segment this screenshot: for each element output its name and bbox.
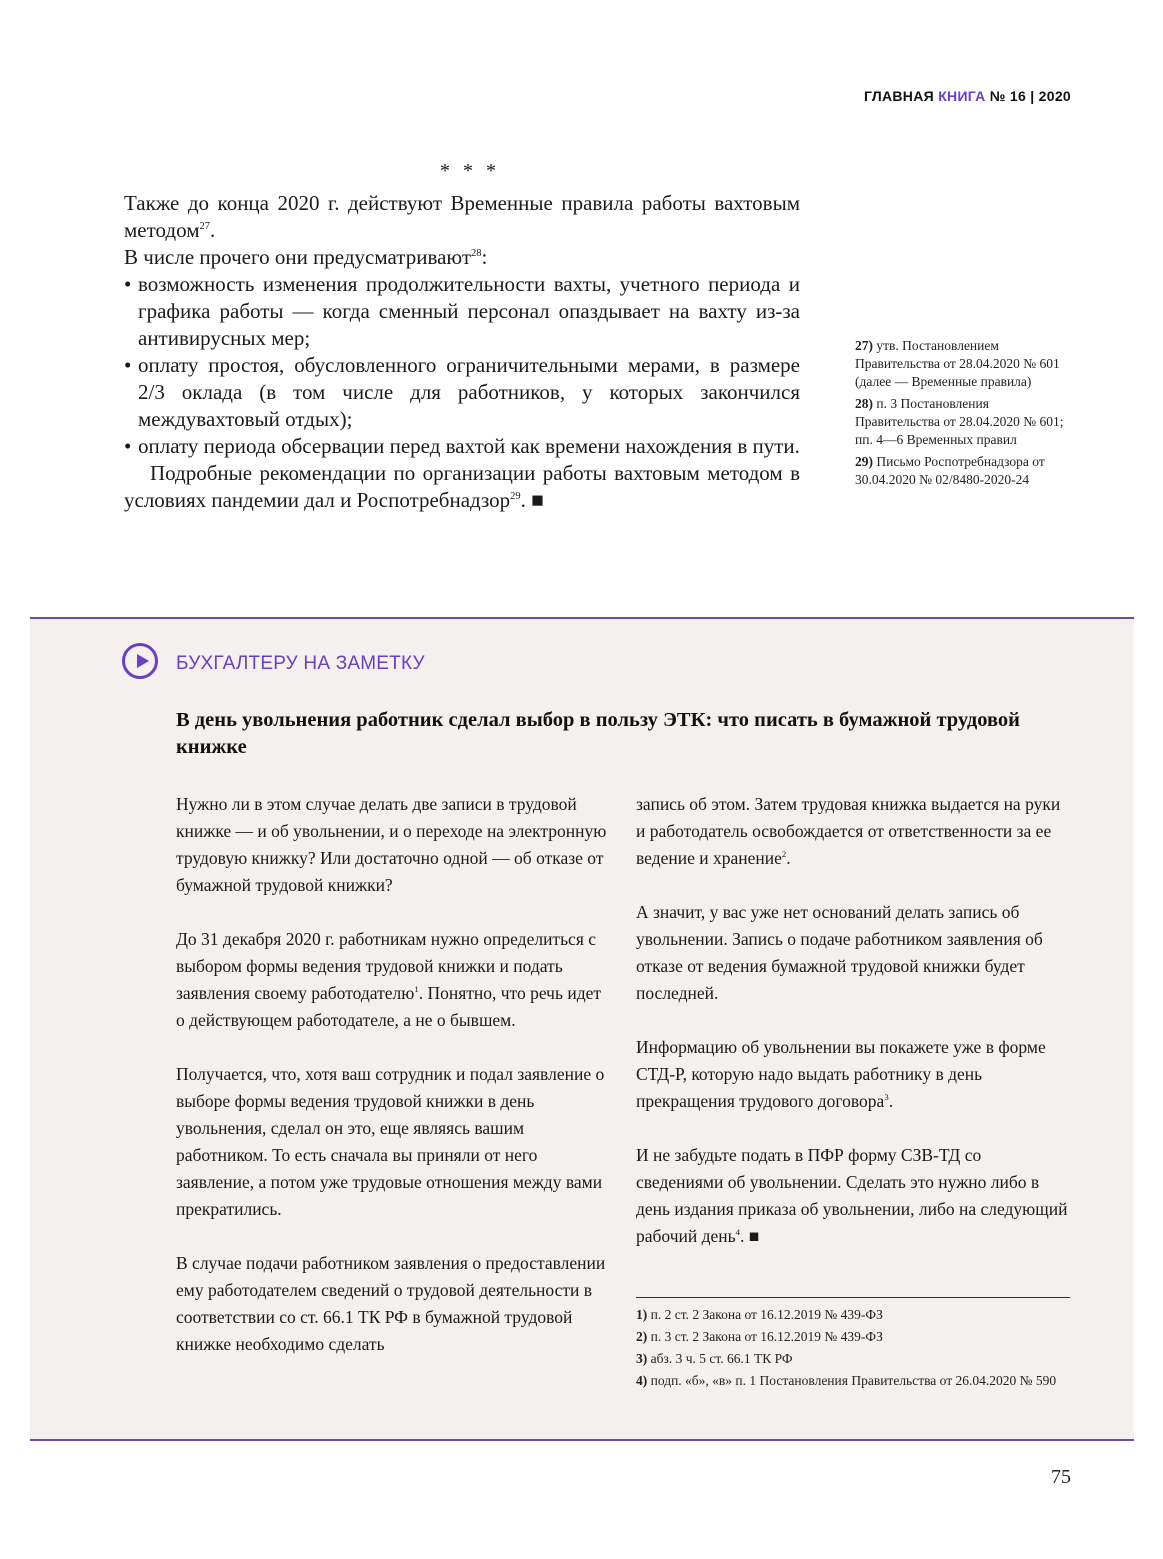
box-paragraph [176, 926, 610, 1034]
bullet-item: • оплату периода обсервации перед вахтой как времени нахождения в пути. [124, 433, 800, 460]
sidenote-number: 29) [855, 454, 873, 469]
footnote [636, 1370, 1070, 1392]
page-number: 75 [1051, 1466, 1071, 1488]
footnote-ref: 1 [414, 984, 419, 995]
bullet-item: • возможность изменения продолжительности вахты, учетного периода и графика работы — когда сменный персонал опаздывает на вахту из-за антивирусных мер; [124, 271, 800, 352]
footnote-ref: 2 [781, 849, 787, 860]
article-text: Подробные рекомендации по организации работы вахтовым методом в условиях пандемии дал и Роспотребнадзор [124, 461, 800, 512]
box-paragraph [636, 1034, 1070, 1115]
sidenote-number: 27) [855, 338, 873, 353]
article-text: В числе прочего они предусматривают [124, 245, 472, 269]
article-paragraph [124, 244, 800, 271]
bullet-item: • оплату простоя, обусловленного ограничительными мерами, в размере 2/3 оклада (в том числе для работников, у которых закончился междувахтовый отдых); [124, 352, 800, 433]
article-text-end: . [209, 218, 216, 242]
section-separator: * * * [440, 160, 500, 182]
sidenote [855, 395, 1070, 449]
bullet-list [124, 271, 800, 460]
footnote-divider [636, 1297, 1070, 1298]
masthead [864, 88, 1071, 104]
footnote [636, 1304, 1070, 1326]
article-text-end: . ■ [520, 488, 544, 512]
box-text-end: . Понятно, что речь идет о действующем работодателе, а не о бывшем. [176, 983, 602, 1030]
footnote-number: 1) [636, 1307, 648, 1322]
box-paragraph: Получается, что, хотя ваш сотрудник и подал заявление о выборе формы ведения трудовой книжки в день увольнения, сделал он это, еще являясь вашим работником. То есть сначала вы приняли от него заявление, а потом уже трудовые отношения между вами прекратились. [176, 1064, 605, 1219]
article-paragraph [124, 190, 800, 244]
box-text: Информацию об увольнении вы покажете уже в форме СТД-Р, которую надо выдать работнику в день прекращения трудового договора [636, 1037, 1046, 1111]
box-text-end: . [888, 1091, 894, 1111]
box-text: И не забудьте подать в ПФР форму СЗВ-ТД со сведениями об увольнении. Сделать это нужно либо в день издания приказа об увольнении, либо на следующий рабочий день [636, 1145, 1068, 1246]
box-paragraph [636, 791, 1070, 872]
footnote-ref: 29 [510, 491, 521, 502]
sidenote-number: 28) [855, 396, 873, 411]
footnote-ref: 4 [735, 1227, 741, 1238]
box-column-left [176, 791, 610, 1385]
sidenote-text: п. 3 Постановления Правительства от 28.04.2020 № 601; пп. 4—6 Временных правил [855, 396, 1064, 447]
box-title: В день увольнения работник сделал выбор в пользу ЭТК: что писать в бумажной трудовой книжке [176, 709, 1020, 758]
footnote-text: п. 2 ст. 2 Закона от 16.12.2019 № 439-ФЗ [650, 1307, 883, 1322]
masthead-issue: № 16 | 2020 [989, 88, 1071, 104]
footnote-number: 3) [636, 1351, 648, 1366]
article-text: Также до конца 2020 г. действуют Временные правила работы вахтовым методом [124, 191, 800, 242]
footnote-ref: 28 [471, 248, 482, 259]
footnote-number: 4) [636, 1373, 648, 1388]
masthead-title: ГЛАВНАЯ [863, 88, 934, 104]
box-text-end: . [786, 848, 791, 868]
article-body [124, 190, 800, 514]
box-paragraph: В случае подачи работником заявления о предоставлении ему работодателем сведений о трудовой деятельности в соответствии со ст. 66.1 ТК РФ в бумажной трудовой книжке необходимо сделать [176, 1253, 606, 1354]
box-text: До 31 декабря 2020 г. работникам нужно определиться с выбором формы ведения трудовой книжки и подать заявления своему работодателю [176, 929, 597, 1003]
sidenote [855, 453, 1070, 489]
box-column-right [636, 791, 1070, 1277]
footnote [636, 1348, 1070, 1370]
footnote-text: абз. 3 ч. 5 ст. 66.1 ТК РФ [650, 1351, 793, 1366]
play-icon [122, 643, 158, 679]
footnote-number: 2) [636, 1329, 648, 1344]
footnote-text: п. 3 ст. 2 Закона от 16.12.2019 № 439-ФЗ [650, 1329, 883, 1344]
accountant-note-box [30, 617, 1134, 1441]
box-footnotes [636, 1304, 1070, 1392]
footnote-ref: 3 [884, 1092, 889, 1103]
sidenotes [855, 337, 1070, 493]
footnote-ref: 27 [199, 221, 210, 232]
sidenote-text: Письмо Роспотребнадзора от 30.04.2020 № 02/8480-2020-24 [855, 454, 1045, 487]
box-text: запись об этом. Затем трудовая книжка выдается на руки и работодатель освобождается от ответственности за ее ведение и хранение [636, 794, 1061, 868]
box-label: БУХГАЛТЕРУ НА ЗАМЕТКУ [176, 653, 425, 674]
sidenote-text: утв. Постановлением Правительства от 28.04.2020 № 601 (далее — Временные правила) [855, 338, 1060, 389]
article-text-end: : [481, 245, 488, 269]
box-paragraph [636, 1142, 1070, 1250]
box-paragraph: А значит, у вас уже нет оснований делать запись об увольнении. Запись о подаче работником заявления об отказе от ведения бумажной трудовой книжки будет последней. [636, 902, 1043, 1003]
article-paragraph [124, 460, 800, 514]
box-text-end: . ■ [740, 1226, 760, 1246]
footnote-text: подп. «б», «в» п. 1 Постановления Правительства от 26.04.2020 № 590 [650, 1373, 1057, 1388]
masthead-accent: КНИГА [938, 88, 986, 104]
box-paragraph: Нужно ли в этом случае делать две записи в трудовой книжке — и об увольнении, и о переходе на электронную трудовую книжку? Или достаточно одной — об отказе от бумажной трудовой книжки? [176, 794, 607, 895]
footnote [636, 1326, 1070, 1348]
sidenote [855, 337, 1070, 391]
